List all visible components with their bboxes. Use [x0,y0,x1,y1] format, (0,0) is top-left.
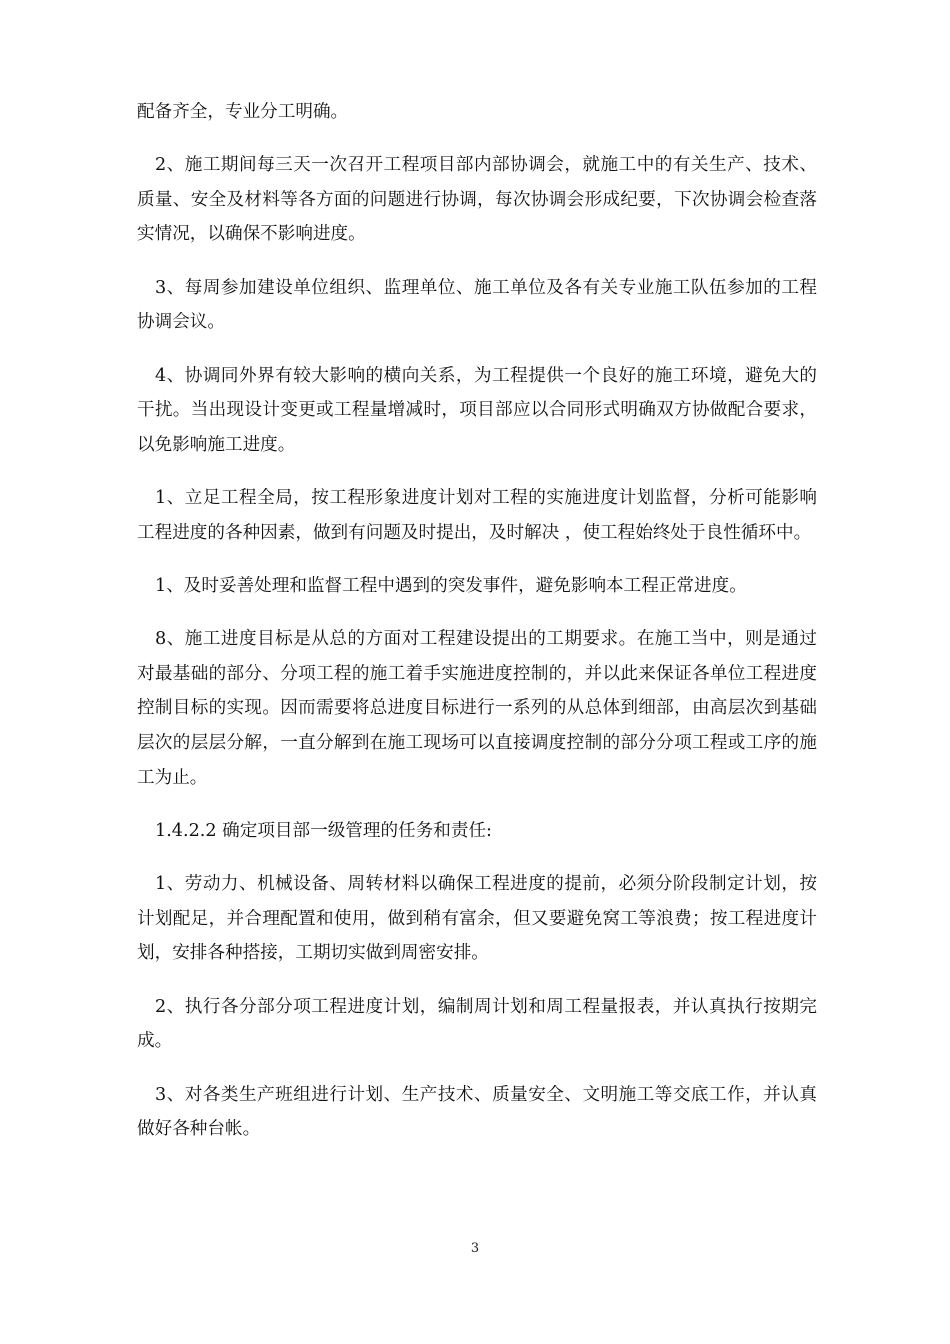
paragraph-overall-supervision: 1、立足工程全局，按工程形象进度计划对工程的实施进度计划监督，分析可能影响工程进度的各种因素，做到有问题及时提出，及时解决 ，使工程始终处于良性循环中。 [137,488,817,543]
paragraph-external-relations: 4、协调同外界有较大影响的横向关系，为工程提供一个良好的施工环境，避免大的干扰。当出现设计变更或工程量增减时，项目部应以合同形式明确双方协做配合要求，以免影响施工进度。 [137,365,817,455]
page-number: 3 [470,1241,480,1256]
paragraph-progress-target: 8、施工进度目标是从总的方面对工程建设提出的工期要求。在施工当中，则是通过对最基础的部分、分项工程的施工着手实施进度控制的，并以此来保证各单位工程进度控制目标的实现。因而需要将总进度目标进行一系列的从总体到细部，由高层次到基础层次的层层分解，一直分解到在施工现场可以直接调度控制的部分分项工程或工序的施工为止。 [137,629,817,788]
paragraph-continuation: 配备齐全，专业分工明确。 [137,102,349,122]
section-heading: 1.4.2.2 确定项目部一级管理的任务和责任: [155,820,492,841]
paragraph-emergency-handling: 1、及时妥善处理和监督工程中遇到的突发事件，避免影响本工程正常进度。 [155,575,747,596]
paragraph-resource-planning: 1、劳动力、机械设备、周转材料以确保工程进度的提前，必须分阶段制定计划，按计划配足，并合理配置和使用，做到稍有富余，但又要避免窝工等浪费；按工程进度计划，安排各种搭接，工期切实做到周密安排。 [137,874,817,964]
paragraph-weekly-plan: 2、执行各分部分项工程进度计划，编制周计划和周工程量报表，并认真执行按期完成。 [137,996,817,1052]
paragraph-coordination-meeting: 2、施工期间每三天一次召开工程项目部内部协调会，就施工中的有关生产、技术、质量、安全及材料等各方面的问题进行协调，每次协调会形成纪要，下次协调会检查落实情况，以确保不影响进度。 [137,155,817,245]
document-body [137,95,817,1165]
paragraph-weekly-meeting: 3、每周参加建设单位组织、监理单位、施工单位及各有关专业施工队伍参加的工程协调会议。 [137,277,817,333]
paragraph-team-briefing: 3、对各类生产班组进行计划、生产技术、质量安全、文明施工等交底工作，并认真做好各种台帐。 [137,1084,817,1140]
